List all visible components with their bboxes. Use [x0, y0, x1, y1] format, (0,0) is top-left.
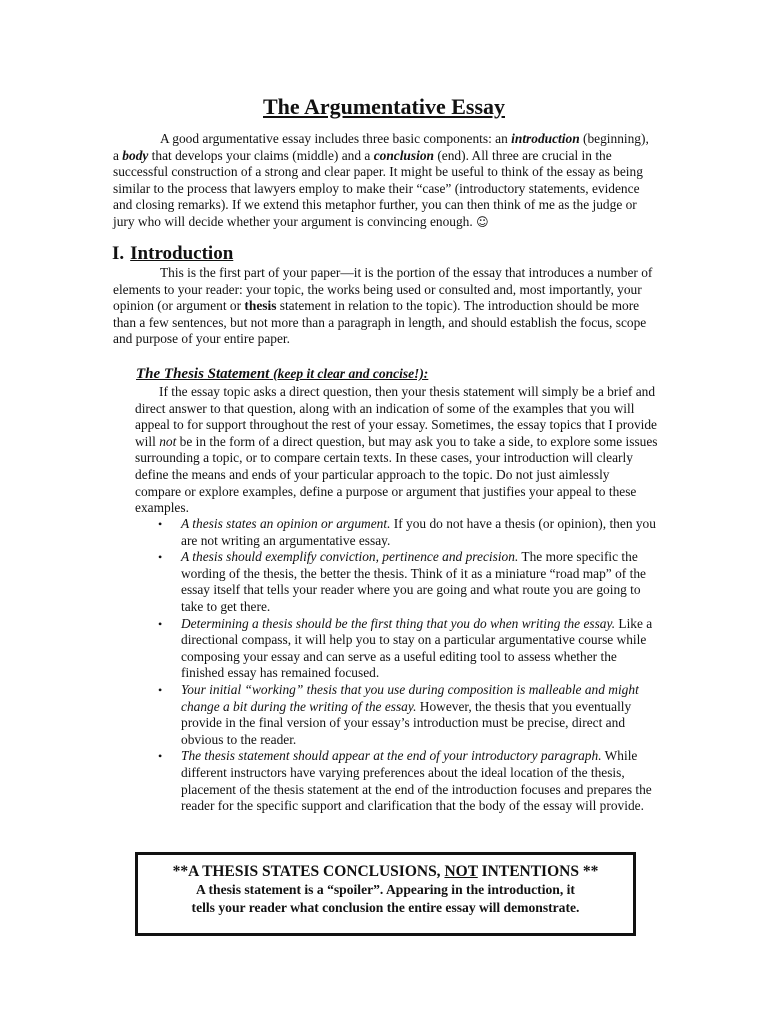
- list-item: [158, 748, 658, 814]
- callout-box: [135, 852, 636, 936]
- list-item: [158, 549, 658, 615]
- bullet-lead: The thesis statement should appear at the end of your introductory paragraph.: [181, 748, 602, 764]
- list-item: [158, 616, 658, 682]
- section-title: Introduction: [130, 243, 234, 264]
- bullet-text: While different instructors have varying preferences about the ideal location of the thesis, placement of the thesis statement at the end of the introduction focuses and prepares the reader for the specific support and clarification that the body of the essay will provide.: [181, 748, 652, 814]
- callout-heading-a: **A THESIS STATES CONCLUSIONS,: [172, 863, 445, 880]
- bullet-lead: A thesis states an opinion or argument.: [181, 516, 391, 531]
- callout-line-2: tells your reader what conclusion the entire essay will demonstrate.: [191, 900, 580, 915]
- smiley-icon: ☺: [476, 214, 489, 229]
- thesis-emphasis-not: not: [159, 433, 177, 449]
- bullet-icon: •: [158, 749, 163, 764]
- thesis-subheading: [136, 366, 428, 383]
- bullet-lead: Your initial “working” thesis that you use during composition is malleable and might change a bit during the writing of the essay.: [181, 681, 639, 714]
- introduction-text-1: This is the first part of your paper—it is the portion of the essay that introduces a number of elements to your reader: your topic, the works being used or consulted and, most importantly, your opinion (or argument or: [113, 265, 653, 314]
- bullet-icon: •: [158, 616, 163, 631]
- callout-heading-b: INTENTIONS **: [477, 863, 599, 880]
- callout-heading: [138, 863, 633, 881]
- thesis-text-2: be in the form of a direct question, but may ask you to take a side, to explore some issues surrounding a topic, or to compare certain texts. In these cases, your introduction will clearly define the means and ends of your particular approach to the topic. Do not just aimlessly compare or explore examples, define a purpose or argument that justifies your appeal to these examples.: [135, 433, 658, 516]
- section-number: I.: [112, 243, 125, 264]
- thesis-paragraph: [135, 384, 658, 517]
- bullet-text: However, the thesis that you eventually provide in the final version of your essay’s introduction must be precise, direct and obvious to the reader.: [181, 698, 632, 747]
- bullet-text: Like a directional compass, it will help you to stay on a particular argumentative course while composing your essay and can serve as a useful editing tool to assess whether the finished essay has remained focused.: [181, 615, 653, 681]
- intro-text-4: (end). All three are crucial in the successful construction of a strong and clear paper. It might be useful to think of the essay as being similar to the process that lawyers employ to make their “case” (introductory statements, evidence and closing remarks). If we extend this metaphor further, you can then think of me as the judge or jury who will decide whether your argument is convincing enough.: [113, 147, 643, 229]
- bullet-icon: •: [158, 517, 163, 531]
- bullet-lead: A thesis should exemplify conviction, pertinence and precision.: [181, 549, 519, 565]
- intro-keyword-conclusion: conclusion: [373, 147, 434, 163]
- callout-line-1: A thesis statement is a “spoiler”. Appearing in the introduction, it: [196, 882, 575, 897]
- callout-heading-not: NOT: [444, 863, 478, 880]
- introduction-text-2: statement in relation to the topic). The introduction should be more than a few sentences, but not more than a paragraph in length, and should establish the focus, scope and purpose of your entire paper.: [113, 298, 647, 347]
- intro-text-1: A good argumentative essay includes three basic components: an: [160, 131, 512, 146]
- document-title: The Argumentative Essay: [263, 94, 505, 119]
- list-item: [158, 516, 658, 549]
- thesis-text-1: If the essay topic asks a direct question, then your thesis statement will simply be a brief and direct answer to that question, along with an indication of some of the examples that you will appeal to for support throughout the rest of your essay. Sometimes, the essay topics that I provide will: [135, 384, 657, 449]
- intro-text-2: (beginning), a: [113, 131, 649, 163]
- intro-paragraph: [113, 131, 658, 231]
- thesis-heading: The Thesis Statement: [136, 366, 270, 382]
- bullet-icon: •: [158, 682, 163, 697]
- bullet-lead: Determining a thesis should be the first thing that you do when writing the essay.: [181, 615, 616, 631]
- list-item: [158, 682, 658, 748]
- introduction-paragraph: [113, 265, 658, 348]
- bullet-icon: •: [158, 550, 163, 565]
- intro-keyword-introduction: introduction: [511, 131, 580, 146]
- bullet-text: If you do not have a thesis (or opinion), then you are not writing an argumentative essay.: [181, 516, 656, 548]
- thesis-bullet-list: [158, 516, 658, 815]
- introduction-keyword-thesis: thesis: [244, 298, 277, 314]
- section-heading-introduction: [112, 243, 233, 265]
- intro-keyword-body: body: [122, 147, 149, 163]
- intro-text-3: that develops your claims (middle) and a: [148, 147, 374, 163]
- thesis-heading-note: (keep it clear and concise!):: [273, 366, 429, 381]
- bullet-text: The more specific the wording of the thesis, the better the thesis. Think of it as a miniature “road map” of the essay itself that tells your reader where you are going and what route you are going to take to get there.: [181, 549, 646, 614]
